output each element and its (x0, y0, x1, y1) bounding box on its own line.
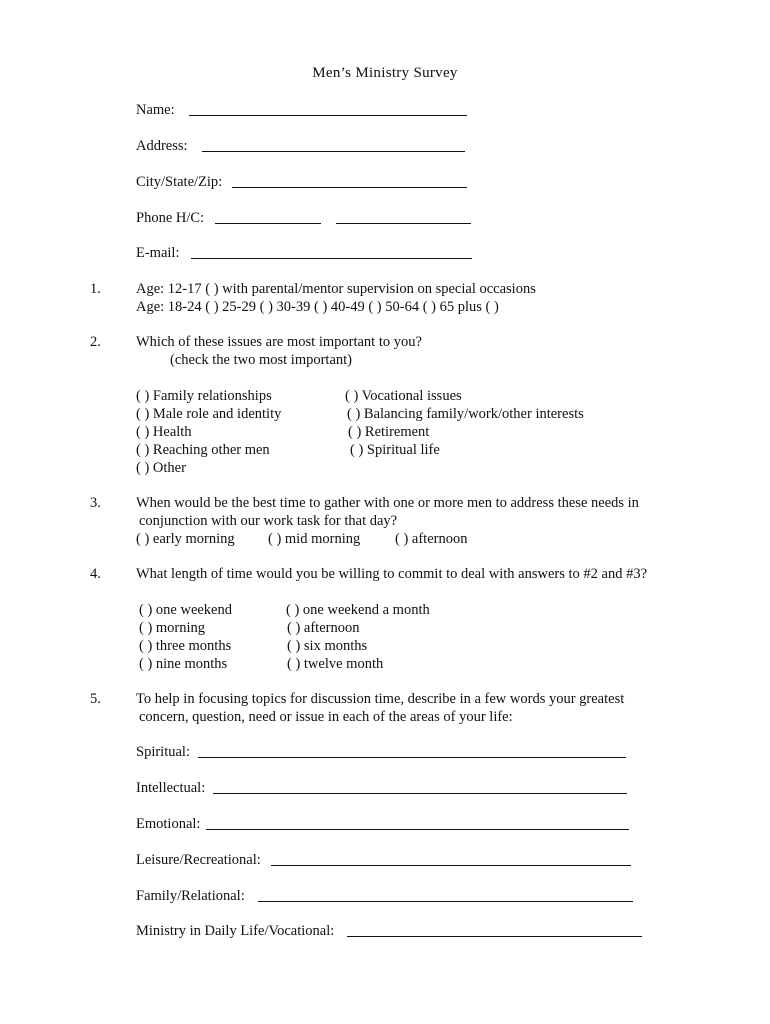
q4-option[interactable]: ( ) one weekend (139, 602, 232, 618)
q3-option-afternoon[interactable]: ( ) afternoon (395, 531, 468, 547)
q4-question: What length of time would you be willing to commit to deal with answers to #2 and #3? (136, 566, 648, 582)
q2-instruction: (check the two most important) (170, 352, 353, 368)
leisure-recreational-label: Leisure/Recreational: (136, 852, 261, 868)
q4-option[interactable]: ( ) six months (287, 638, 368, 654)
q2-option[interactable]: ( ) Family relationships (136, 388, 272, 404)
q4-option[interactable]: ( ) one weekend a month (286, 602, 430, 618)
q4-option[interactable]: ( ) morning (139, 620, 206, 636)
q3-option-mid-morning[interactable]: ( ) mid morning (268, 531, 361, 547)
q5-question-line2: concern, question, need or issue in each of the areas of your life: (139, 709, 513, 725)
email-label: E-mail: (136, 245, 180, 261)
name-label: Name: (136, 102, 175, 118)
q3-number: 3. (90, 495, 101, 511)
city-state-zip-label: City/State/Zip: (136, 174, 223, 190)
q2-option[interactable]: ( ) Retirement (348, 424, 430, 440)
email-field[interactable] (191, 258, 472, 259)
q3-question-line2: conjunction with our work task for that day? (139, 513, 398, 529)
family-relational-label: Family/Relational: (136, 888, 245, 904)
q3-question-line1: When would be the best time to gather with one or more men to address these needs in (136, 495, 639, 511)
q4-option[interactable]: ( ) nine months (139, 656, 228, 672)
q1-number: 1. (90, 281, 101, 297)
q3-option-early-morning[interactable]: ( ) early morning (136, 531, 235, 547)
q4-option[interactable]: ( ) three months (139, 638, 232, 654)
phone-cell-field[interactable] (336, 223, 471, 224)
city-state-zip-field[interactable] (232, 187, 467, 188)
emotional-label: Emotional: (136, 816, 201, 832)
name-field[interactable] (189, 115, 467, 116)
q2-option[interactable]: ( ) Reaching other men (136, 442, 270, 458)
ministry-vocational-label: Ministry in Daily Life/Vocational: (136, 923, 335, 939)
q5-question-line1: To help in focusing topics for discussion time, describe in a few words your greatest (136, 691, 625, 707)
emotional-field[interactable] (206, 829, 629, 830)
q2-question: Which of these issues are most important to you? (136, 334, 422, 350)
leisure-recreational-field[interactable] (271, 865, 631, 866)
q4-option[interactable]: ( ) afternoon (287, 620, 360, 636)
phone-label: Phone H/C: (136, 210, 205, 226)
page-title: Men’s Ministry Survey (312, 65, 458, 81)
intellectual-field[interactable] (213, 793, 627, 794)
family-relational-field[interactable] (258, 901, 633, 902)
q5-number: 5. (90, 691, 101, 707)
q1-age-line1[interactable]: Age: 12-17 ( ) with parental/mentor supervision on special occasions (136, 281, 536, 297)
phone-home-field[interactable] (215, 223, 321, 224)
address-label: Address: (136, 138, 188, 154)
q2-option[interactable]: ( ) Health (136, 424, 192, 440)
q2-number: 2. (90, 334, 101, 350)
q2-option[interactable]: ( ) Spiritual life (350, 442, 440, 458)
q2-option[interactable]: ( ) Balancing family/work/other interests (347, 406, 584, 422)
intellectual-label: Intellectual: (136, 780, 206, 796)
address-field[interactable] (202, 151, 465, 152)
q4-option[interactable]: ( ) twelve month (287, 656, 384, 672)
q2-option[interactable]: ( ) Other (136, 460, 186, 476)
q4-number: 4. (90, 566, 101, 582)
q2-option[interactable]: ( ) Vocational issues (345, 388, 462, 404)
spiritual-label: Spiritual: (136, 744, 190, 760)
q1-age-line2[interactable]: Age: 18-24 ( ) 25-29 ( ) 30-39 ( ) 40-49 ( ) 50-64 ( ) 65 plus ( ) (136, 299, 499, 315)
q2-option[interactable]: ( ) Male role and identity (136, 406, 282, 422)
ministry-vocational-field[interactable] (347, 936, 642, 937)
spiritual-field[interactable] (198, 757, 626, 758)
